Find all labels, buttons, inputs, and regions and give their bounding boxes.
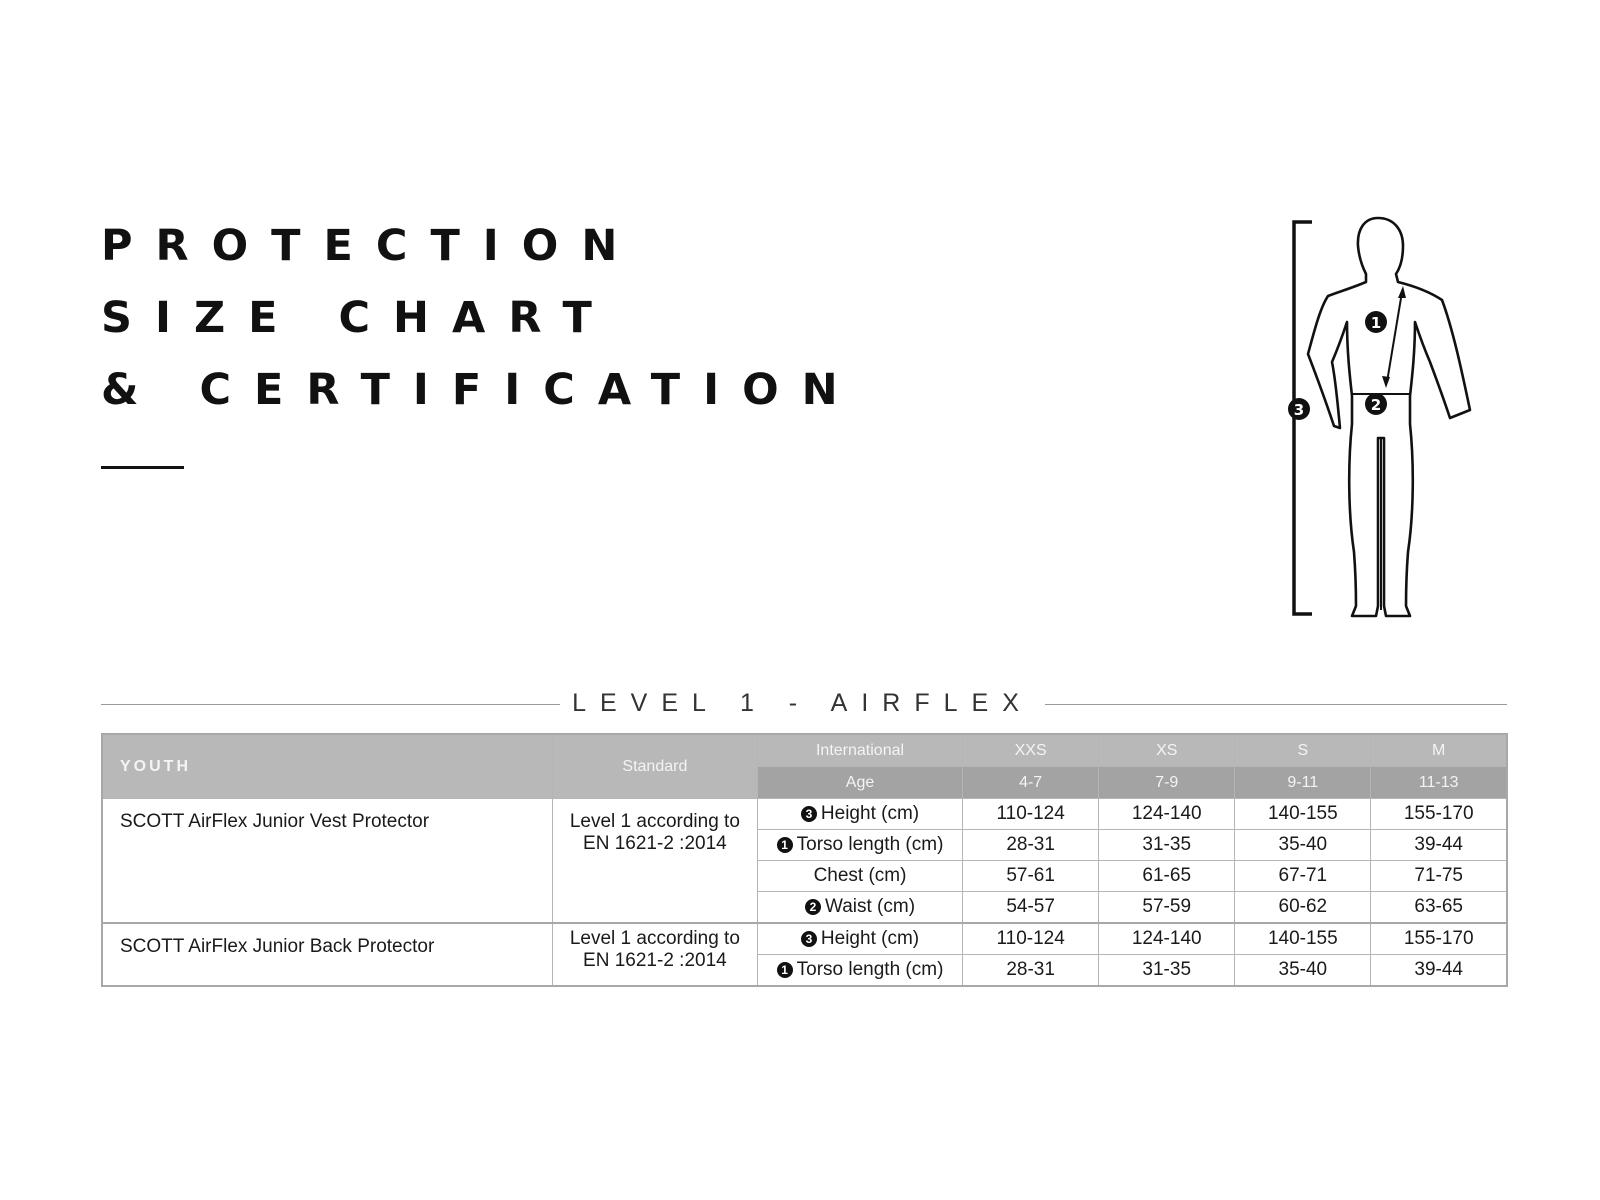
marker-badge-icon: 3 <box>801 806 817 822</box>
measure-text: Height (cm) <box>820 928 920 949</box>
measure-label <box>757 892 962 924</box>
section-heading <box>101 684 1507 724</box>
age-label: Age <box>757 767 962 799</box>
table-cell: 155-170 <box>1371 923 1507 955</box>
age-header: 11-13 <box>1371 767 1507 799</box>
international-label: International <box>757 734 962 767</box>
table-cell: 67-71 <box>1235 861 1371 892</box>
marker-badge-icon: 3 <box>801 931 817 947</box>
measure-text: Torso length (cm) <box>796 959 944 980</box>
measure-text: Torso length (cm) <box>796 834 944 855</box>
table-cell: 54-57 <box>963 892 1099 924</box>
table-cell: 110-124 <box>963 923 1099 955</box>
table-cell: 57-61 <box>963 861 1099 892</box>
table-cell: 35-40 <box>1235 955 1371 987</box>
marker-badge-icon: 1 <box>777 837 793 853</box>
size-header: M <box>1371 734 1507 767</box>
title-line-2: SIZE CHART <box>101 293 615 343</box>
size-header: XS <box>1099 734 1235 767</box>
size-header: XXS <box>963 734 1099 767</box>
table-cell: 60-62 <box>1235 892 1371 924</box>
marker-badge-icon: 2 <box>805 899 821 915</box>
marker-badge-icon: 1 <box>777 962 793 978</box>
age-header: 9-11 <box>1235 767 1371 799</box>
size-chart-table <box>101 733 1508 987</box>
table-cell: 71-75 <box>1371 861 1507 892</box>
measure-text: Waist (cm) <box>824 896 916 917</box>
table-cell: 124-140 <box>1099 923 1235 955</box>
figure-marker-3: 3 <box>1293 401 1305 419</box>
product-name: SCOTT AirFlex Junior Vest Protector <box>102 799 552 924</box>
title-underline <box>101 466 184 469</box>
title-line-1: PROTECTION <box>101 221 641 271</box>
figure-marker-2: 2 <box>1370 396 1382 414</box>
measure-label <box>757 955 962 987</box>
section-rule-left <box>101 704 560 705</box>
standard-line: EN 1621-2 :2014 <box>583 833 727 854</box>
product-standard <box>552 923 757 986</box>
header-row-international <box>102 734 1507 767</box>
measure-label <box>757 799 962 830</box>
table-cell: 61-65 <box>1099 861 1235 892</box>
table-row <box>102 799 1507 830</box>
standard-header: Standard <box>552 734 757 799</box>
page-title <box>101 210 861 426</box>
table-cell: 31-35 <box>1099 955 1235 987</box>
standard-line: Level 1 according to <box>569 928 740 949</box>
figure-marker-1: 1 <box>1370 314 1382 332</box>
table-cell: 28-31 <box>963 955 1099 987</box>
table-cell: 140-155 <box>1235 923 1371 955</box>
product-name: SCOTT AirFlex Junior Back Protector <box>102 923 552 986</box>
title-line-3: & CERTIFICATION <box>101 365 861 415</box>
measure-label <box>757 923 962 955</box>
measure-label <box>757 830 962 861</box>
standard-line: EN 1621-2 :2014 <box>583 950 727 971</box>
product-standard <box>552 799 757 924</box>
section-label: LEVEL 1 - AIRFLEX <box>572 689 1033 717</box>
table-cell: 155-170 <box>1371 799 1507 830</box>
table-cell: 39-44 <box>1371 830 1507 861</box>
age-header: 4-7 <box>963 767 1099 799</box>
section-rule-right <box>1045 704 1507 705</box>
group-label: YOUTH <box>102 734 552 799</box>
measure-text: Chest (cm) <box>813 865 907 886</box>
table-cell: 57-59 <box>1099 892 1235 924</box>
table-cell: 35-40 <box>1235 830 1371 861</box>
table-cell: 63-65 <box>1371 892 1507 924</box>
table-cell: 140-155 <box>1235 799 1371 830</box>
figure-marker-3-icon <box>1286 396 1312 422</box>
age-header: 7-9 <box>1099 767 1235 799</box>
measure-label <box>757 861 962 892</box>
table-cell: 39-44 <box>1371 955 1507 987</box>
table-cell: 31-35 <box>1099 830 1235 861</box>
body-measurement-figure-icon <box>1280 212 1520 632</box>
table-cell: 124-140 <box>1099 799 1235 830</box>
size-header: S <box>1235 734 1371 767</box>
table-cell: 28-31 <box>963 830 1099 861</box>
table-cell: 110-124 <box>963 799 1099 830</box>
measure-text: Height (cm) <box>820 803 920 824</box>
table-row <box>102 923 1507 955</box>
standard-line: Level 1 according to <box>569 811 740 832</box>
